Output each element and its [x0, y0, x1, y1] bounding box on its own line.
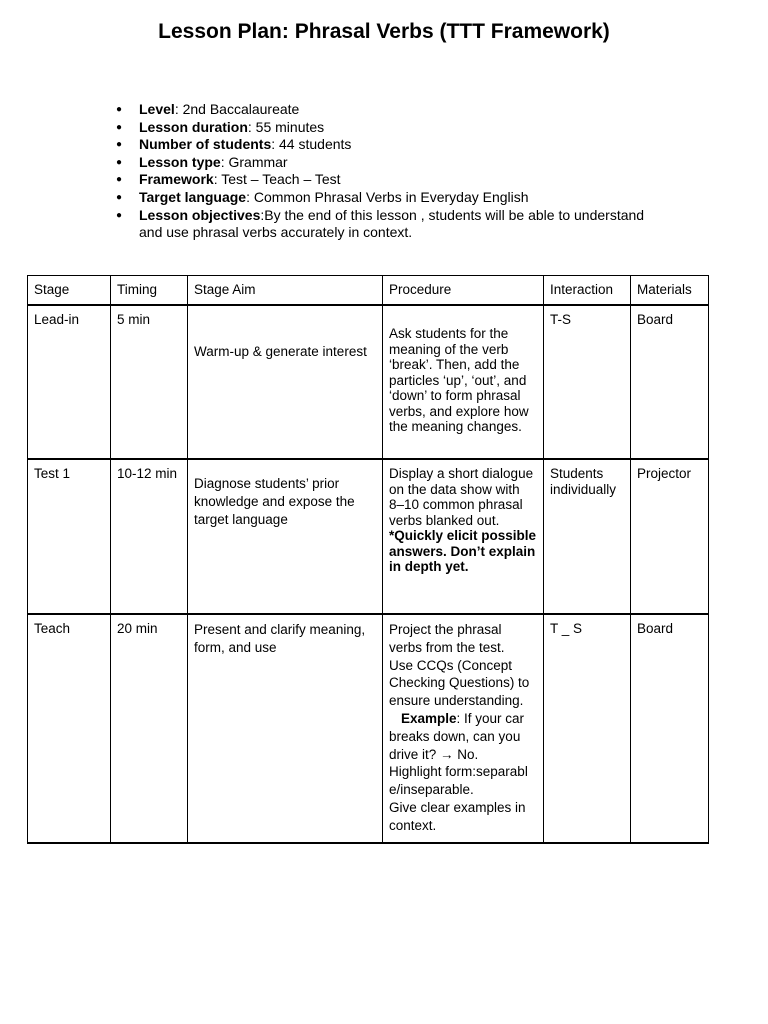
cell-aim: Present and clarify meaning, form, and use — [188, 614, 383, 843]
list-item-objectives: ● Lesson objectives:By the end of this lesson , students will be able to understand and use phrasal verbs accurately in context. — [139, 207, 669, 242]
table-row — [28, 305, 709, 459]
list-item-duration: ● Lesson duration: 55 minutes — [139, 119, 669, 137]
lesson-plan-table — [27, 275, 709, 844]
table-header-row — [28, 276, 709, 306]
cell-procedure: Project the phrasal verbs from the test. Use CCQs (Concept Checking Questions) to ensure understanding. Example: If your car breaks down, can you drive it? → No. Highlight form:separable/inseparable. Give clear examples in context. — [383, 614, 544, 843]
list-item-target-language: ● Target language: Common Phrasal Verbs in Everyday English — [139, 189, 669, 207]
list-item-students: ● Number of students: 44 students — [139, 136, 669, 154]
cell-stage: Teach — [28, 614, 111, 843]
header-timing: Timing — [111, 276, 188, 306]
cell-stage: Lead-in — [28, 305, 111, 459]
cell-procedure: Ask students for the meaning of the verb ‘break’. Then, add the particles ‘up’, ‘out’, and ‘down’ to form phrasal verbs, and explore how the meaning changes. — [383, 305, 544, 459]
list-item-level: ● Level: 2nd Baccalaureate — [139, 101, 669, 119]
cell-stage: Test 1 — [28, 459, 111, 614]
cell-aim: Warm-up & generate interest — [188, 305, 383, 459]
header-materials: Materials — [631, 276, 709, 306]
lesson-details-list — [139, 101, 669, 242]
header-stage-aim: Stage Aim — [188, 276, 383, 306]
cell-interaction: T _ S — [544, 614, 631, 843]
cell-interaction: Students individually — [544, 459, 631, 614]
cell-timing: 20 min — [111, 614, 188, 843]
cell-interaction: T-S — [544, 305, 631, 459]
cell-timing: 5 min — [111, 305, 188, 459]
header-interaction: Interaction — [544, 276, 631, 306]
cell-aim: Diagnose students’ prior knowledge and expose the target language — [188, 459, 383, 614]
header-stage: Stage — [28, 276, 111, 306]
table-row — [28, 459, 709, 614]
cell-materials: Board — [631, 614, 709, 843]
cell-timing: 10-12 min — [111, 459, 188, 614]
header-procedure: Procedure — [383, 276, 544, 306]
list-item-framework: ● Framework: Test – Teach – Test — [139, 171, 669, 189]
cell-materials: Board — [631, 305, 709, 459]
page-title: Lesson Plan: Phrasal Verbs (TTT Framework) — [158, 20, 610, 43]
cell-procedure: Display a short dialogue on the data show with 8–10 common phrasal verbs blanked out. *Quickly elicit possible answers. Don’t explain in depth yet. — [383, 459, 544, 614]
cell-materials: Projector — [631, 459, 709, 614]
table-row — [28, 614, 709, 843]
list-item-lesson-type: ● Lesson type: Grammar — [139, 154, 669, 172]
